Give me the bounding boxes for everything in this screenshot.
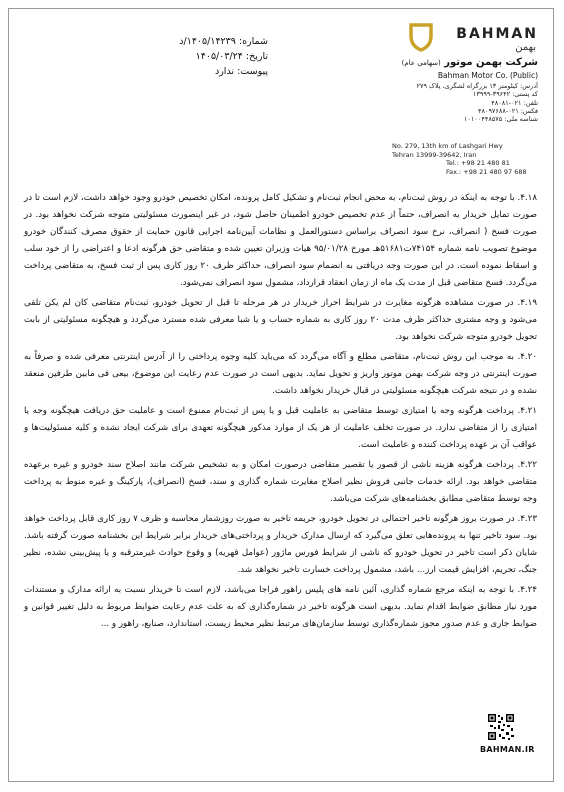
clause-4-24: ۴.۲۴. با توجه به اینکه مرجع شماره گذاری، آئین نامه های پلیس راهور فراجا می‌باشد، لازم است تا خریدار نسبت به ارائه مدارک و مستندات مورد نیاز مطابق ضوابط اقدام نماید. بدیهی است هرگونه تاخیر در شماره‌گذاری که به علت عدم رعایت ضوابط مربوط به دلیل تغییر قوانین و ضوابط جاری و عدم صدور مجوز شماره‌گذاری توسط سازمان‌های مرتبط نظیر محیط زیست، استاندارد، صنایع، راهور و ... bbox=[24, 585, 537, 629]
logo-emblem-icon bbox=[408, 22, 434, 52]
letter-body bbox=[24, 190, 537, 636]
letter-number: شماره: ۱۴۰۵/۱۴۲۳۹/د bbox=[179, 36, 268, 47]
logo-wordmark-fa: بهمن bbox=[515, 42, 536, 53]
contact-line: فکس: ۰۲۱-۴۸۰۹۷۶۸۸ bbox=[477, 106, 538, 115]
company-type-fa: (سهامی عام) bbox=[401, 59, 441, 67]
contact-en-line: Tel.: +98 21 480 81 bbox=[446, 159, 510, 167]
contact-line: آدرس: کیلومتر ۱۳ بزرگراه لشگری، پلاک ۲۷۹ bbox=[416, 82, 538, 90]
clause-4-23: ۴.۲۳. در صورت بروز هرگونه تاخیر احتمالی در تحویل خودرو، جریمه تاخیر به صورت روزشمار محاسبه و ظرف ۷ روز کاری قابل پرداخت خواهد بود. سود تاخیر تنها به پرونده‌هایی تعلق می‌گیرد که ارسال مدارک خریدار و پرداختی‌های خریدار برابر شرایط این بخشنامه صورت گرفته باشد. شایان ذکر است تاخیر در تحویل خودرو که ناشی از شرایط فورس ماژور (عوامل قهریه) و وقوع حوادث غیرمترقبه و یا پیش‌بینی نشده، نظیر جنگ، تحریم، افزایش قیمت ارز... باشد، مشمول پرداخت خسارت تاخیر نخواهد شد. bbox=[24, 514, 537, 575]
letter-meta bbox=[150, 34, 268, 79]
letter-attachment: پیوست: ندارد bbox=[214, 66, 268, 77]
contact-fa bbox=[338, 82, 538, 123]
contact-en bbox=[392, 142, 532, 176]
letter-date: تاریخ: ۱۴۰۵/۰۳/۲۴ bbox=[195, 51, 268, 62]
contact-en-line: Fax.: +98 21 480 97 688 bbox=[446, 167, 527, 176]
clause-4-22: ۴.۲۲. پرداخت هرگونه هزینه ناشی از قصور یا تقصیر متقاضی درصورت امکان و به تشخیص شرکت مانند اصلاح سند خودرو و غیره برعهده متقاضی خواهد بود. ارائه خدمات جانبی فروش نظیر اصلاح مغایرت شماره گذاری و سند، فسخ (انصراف)، پارکینگ و غیره منوط به پرداخت وجه توسط متقاضی مطابق بخشنامه‌های شرکت می‌باشد. bbox=[24, 460, 537, 504]
contact-line: کد پستی: ۳۹۶۴۲-۱۳۹۹۹ bbox=[472, 90, 538, 99]
clause-4-18: ۴.۱۸. با توجه به اینکه در روش ثبت‌نام، به محض انجام ثبت‌نام و تشکیل کامل پرونده، امکان تخصیص خودرو وجود خواهد داشت، لازم است تا در صورت تمایل خریدار به انصراف، حتماً از عدم تخصیص خودرو اطمینان حاصل شود، در غیر اینصورت مسئولیتی متوجه شرکت نخواهد بود. در صورت فسخ ( انصراف، نرخ سود انصراف براساس دستورالعمل و نظامات آیین‌نامه اجرایی قانون حمایت از حقوق مصرف کنندگان خودرو موضوع تصویب نامه شماره ۷۴۱۵۴ت۵۱۶۸۱هـ مورخ ۹۵/۰۱/۲۸ هیات وزیران تعیین شده و متقاضی حق هرگونه ادعا و اعتراضی را از خود سلب و اسقاط نموده است. در این صورت وجه دریافتی به انضمام سود انصراف، حداکثر ظرف ۲۰ روز کاری پس از ثبت فسخ، به متقاضی پرداخت می‌گردد. فسخ متقاضی قبل از مدت یک ماه از زمان انعقاد قرارداد، مشمول سود انصراف نمی‌شود. bbox=[24, 193, 538, 288]
contact-en-line: Tehran 13999-39642, Iran bbox=[392, 150, 477, 159]
company-name-fa: شرکت بهمن موتور bbox=[444, 57, 538, 68]
bahman-logo bbox=[408, 22, 538, 56]
contact-line: تلفن: ۰۲۱-۴۸۰۸۱ bbox=[491, 98, 538, 107]
clause-4-19: ۴.۱۹. در صورت مشاهده هرگونه مغایرت در شرایط احراز خریدار در هر مرحله تا قبل از تحویل خودرو، ثبت‌نام متقاضی کان لم یکن تلقی می‌شود و وجه مشتری حداکثر ظرف مدت ۲۰ روز کاری به شماره حساب و یا شبا معرفی شده مسترد می‌گردد و هیچگونه مسئولیتی از بابت تحویل خودرو متوجه شرکت نخواهد بود. bbox=[24, 298, 538, 342]
company-name-en: Bahman Motor Co. (Public) bbox=[437, 71, 538, 80]
contact-line: شناسه ملی: ۱۰۱۰۰۴۴۸۵۷۵ bbox=[463, 115, 538, 124]
company-name bbox=[402, 57, 538, 80]
qr-code-icon bbox=[487, 713, 515, 741]
logo-wordmark: BAHMAN bbox=[456, 26, 538, 42]
contact-en-line: No. 279, 13th km of Lashgari Hwy bbox=[392, 142, 503, 150]
clause-4-21: ۴.۲۱. پرداخت هرگونه وجه یا امتیازی توسط متقاضی به عاملیت قبل و یا پس از ثبت‌نام ممنوع است و عاملیت حق دریافت هیچگونه وجه یا امتیازی را از متقاضی ندارد. در صورت تخلف عاملیت از هر یک از موارد مذکور هیچگونه تعهدی برای شرکت ایجاد نشده و کلیه مسئولیت‌ها و عواقب آن بر عهده پرداخت کننده و عاملیت است. bbox=[24, 406, 537, 450]
website-label: BAHMAN.IR bbox=[480, 745, 535, 754]
clause-4-20: ۴.۲۰. به موجب این روش ثبت‌نام، متقاضی مطلع و آگاه می‌گردد که می‌باید کلیه وجوه پرداختی را از آدرس اینترنتی معرفی شده و صرفاً به صورت اینترنتی در وجه شرکت بهمن موتور واریز و تحویل نماید. بدیهی است در صورت عدم رعایت این موضوع، بیعی فی مابین طرفین منعقد نشده و در نتیجه شرکت هیچگونه مسئولیتی در قبال خریدار نخواهد داشت. bbox=[24, 352, 537, 396]
